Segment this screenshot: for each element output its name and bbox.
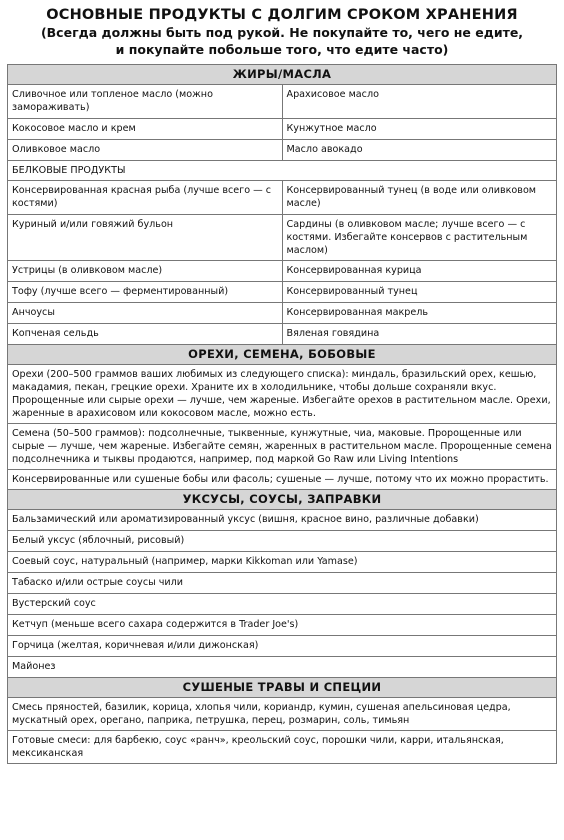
table-cell: Вустерский соус (8, 594, 557, 615)
table-row (8, 594, 557, 615)
table-cell: Соевый соус, натуральный (например, марки Kikkoman или Yamase) (8, 552, 557, 573)
section-heading-herbs: СУШЕНЫЕ ТРАВЫ И СПЕЦИИ (8, 678, 557, 698)
table-row (8, 470, 557, 490)
table-row (8, 303, 557, 324)
table-row (8, 324, 557, 345)
table-cell: Консервированный тунец (в воде или оливковом масле) (282, 181, 557, 215)
table-cell: Белый уксус (яблочный, рисовый) (8, 531, 557, 552)
table-cell: Кокосовое масло и крем (8, 119, 283, 140)
table-cell: Бальзамический или ароматизированный уксус (вишня, красное вино, различные добавки) (8, 510, 557, 531)
table-cell: Сливочное или топленое масло (можно замораживать) (8, 85, 283, 119)
table-cell: Масло авокадо (282, 140, 557, 161)
table-cell: Тофу (лучше всего — ферментированный) (8, 282, 283, 303)
table-row (8, 181, 557, 215)
table-row (8, 119, 557, 140)
table-cell: Копченая сельдь (8, 324, 283, 345)
table-cell: Оливковое масло (8, 140, 283, 161)
table-row (8, 531, 557, 552)
table-cell: Смесь пряностей, базилик, корица, хлопья чили, кориандр, кумин, сушеная апельсиновая цедра, мускатный орех, орегано, паприка, петрушка, перец, розмарин, соль, тимьян (8, 698, 557, 731)
table-cell: Арахисовое масло (282, 85, 557, 119)
table-cell: Кетчуп (меньше всего сахара содержится в Trader Joe's) (8, 615, 557, 636)
document-header (7, 6, 557, 58)
table-row (8, 424, 557, 470)
table-cell: Устрицы (в оливковом масле) (8, 261, 283, 282)
table-cell: Куриный и/или говяжий бульон (8, 215, 283, 261)
table-cell: Горчица (желтая, коричневая и/или дижонская) (8, 636, 557, 657)
page-subtitle-line2: и покупайте побольше того, что едите часто) (115, 42, 449, 57)
section-heading-nuts: ОРЕХИ, СЕМЕНА, БОБОВЫЕ (8, 345, 557, 365)
table-cell: Готовые смеси: для барбекю, соус «ранч», креольский соус, порошки чили, карри, итальянская, мексиканская (8, 731, 557, 764)
table-row (8, 365, 557, 424)
section-heading-protein: БЕЛКОВЫЕ ПРОДУКТЫ (8, 161, 557, 181)
table-row (8, 282, 557, 303)
table-row (8, 615, 557, 636)
table-cell: Консервированная курица (282, 261, 557, 282)
table-row (8, 636, 557, 657)
table-cell: Семена (50–500 граммов): подсолнечные, тыквенные, кунжутные, чиа, маковые. Пророщенные или сырые — лучше, чем жареные. Избегайте семян, жаренных в растительном масле. Пророщенные семена подсолнечника и тыквы продаются, например, под маркой Go Raw или Living Intentions (8, 424, 557, 470)
table-cell: Консервированные или сушеные бобы или фасоль; сушеные — лучше, потому что их можно прорастить. (8, 470, 557, 490)
table-row (8, 657, 557, 678)
table-cell: Табаско и/или острые соусы чили (8, 573, 557, 594)
section-heading-fats: ЖИРЫ/МАСЛА (8, 65, 557, 85)
table-row (8, 698, 557, 731)
table-cell: Анчоусы (8, 303, 283, 324)
table-cell: Вяленая говядина (282, 324, 557, 345)
table-row (8, 140, 557, 161)
page-title: ОСНОВНЫЕ ПРОДУКТЫ С ДОЛГИМ СРОКОМ ХРАНЕНИЯ (46, 7, 518, 23)
table-row (8, 552, 557, 573)
table-row (8, 510, 557, 531)
table-cell: Сардины (в оливковом масле; лучше всего — с костями. Избегайте консервов с растительным маслом) (282, 215, 557, 261)
table-cell: Кунжутное масло (282, 119, 557, 140)
table-row (8, 731, 557, 764)
page-subtitle-line1: (Всегда должны быть под рукой. Не покупайте то, чего не едите, (40, 25, 524, 40)
table-row (8, 215, 557, 261)
table-cell: Консервированная красная рыба (лучше всего — с костями) (8, 181, 283, 215)
section-heading-vinegars: УКСУСЫ, СОУСЫ, ЗАПРАВКИ (8, 490, 557, 510)
table-cell: Консервированный тунец (282, 282, 557, 303)
table-row (8, 573, 557, 594)
table-row (8, 85, 557, 119)
pantry-table (7, 64, 557, 764)
table-cell: Консервированная макрель (282, 303, 557, 324)
table-row (8, 261, 557, 282)
table-cell: Майонез (8, 657, 557, 678)
table-cell: Орехи (200–500 граммов ваших любимых из следующего списка): миндаль, бразильский орех, кешью, макадамия, пекан, грецкие орехи. Храните их в холодильнике, чтобы дольше сохраняли вкус. Пророщенные или сырые орехи — лучше, чем жареные. Избегайте орехов в растительном масле. Орехи, жаренные в арахисовом или кокосовом масле, можно есть. (8, 365, 557, 424)
